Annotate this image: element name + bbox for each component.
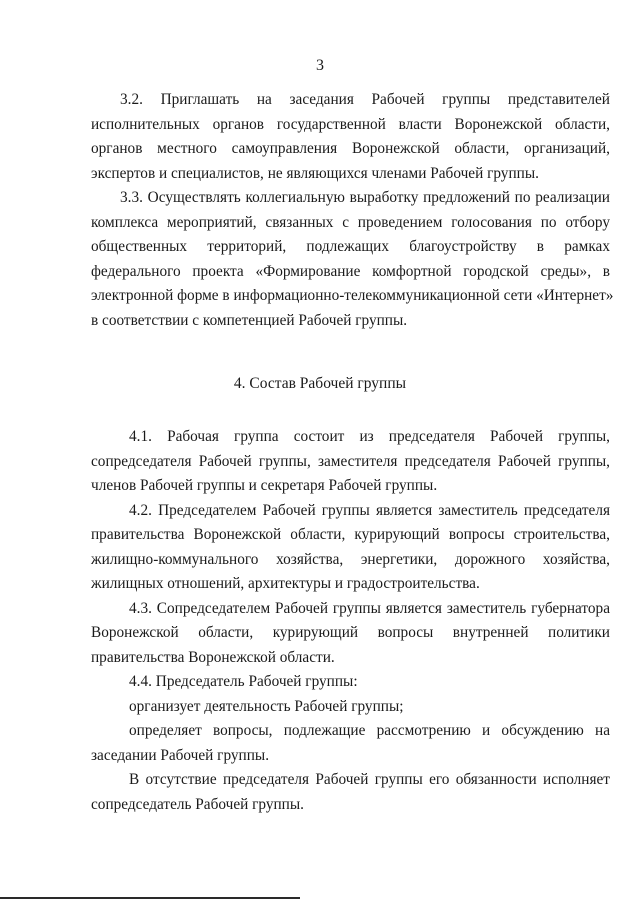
paragraph-4-3-line-2: Воронежской области, курирующий вопросы внутренней политики xyxy=(91,624,610,641)
paragraph-3-2-line-4: экспертов и специалистов, не являющихся членами Рабочей группы. xyxy=(91,164,539,182)
paragraph-4-1-line-1: 4.1. Рабочая группа состоит из председателя Рабочей группы, xyxy=(129,428,610,445)
paragraph-3-3-line-6: в соответствии с компетенцией Рабочей группы. xyxy=(91,311,408,329)
paragraph-4-3-line-3: правительства Воронежской области. xyxy=(91,648,335,666)
paragraph-3-3-line-5: электронной форме в информационно-телекоммуникационной сети «Интернет» xyxy=(91,287,614,304)
paragraph-4-4-line-1: 4.4. Председатель Рабочей группы: xyxy=(129,673,358,690)
paragraph-4-5-line-1: В отсутствие председателя Рабочей группы его обязанности исполняет xyxy=(129,771,610,788)
paragraph-3-3-line-4: федерального проекта «Формирование комфортной городской среды», в xyxy=(91,262,610,280)
paragraph-3-3-line-3: общественных территорий, подлежащих благоустройству в рамках xyxy=(91,238,610,255)
paragraph-4-3-line-1: 4.3. Сопредседателем Рабочей группы является заместитель губернатора xyxy=(129,599,610,617)
paragraph-3-3-line-1: 3.3. Осуществлять коллегиальную выработку предложений по реализации xyxy=(120,189,610,206)
paragraph-4-1-line-2: сопредседателя Рабочей группы, заместителя председателя Рабочей группы, xyxy=(91,452,610,470)
paragraph-3-3-line-2: комплекса мероприятий, связанных с проведением голосования по отбору xyxy=(91,213,610,231)
section-3-text xyxy=(91,88,614,333)
paragraph-4-2-line-4: жилищных отношений, архитектуры и градостроительства. xyxy=(91,575,480,592)
paragraph-4-2-line-3: жилищно-коммунального хозяйства, энергетики, дорожного хозяйства, xyxy=(91,550,610,568)
paragraph-4-4-line-2: организует деятельность Рабочей группы; xyxy=(129,697,404,715)
paragraph-3-2-line-1: 3.2. Приглашать на заседания Рабочей группы представителей xyxy=(120,91,610,108)
paragraph-4-4-line-4: заседании Рабочей группы. xyxy=(91,746,270,764)
paragraph-3-2-line-2: исполнительных органов государственной власти Воронежской области, xyxy=(91,115,610,133)
footer-divider xyxy=(0,897,300,899)
page-number: 3 xyxy=(316,57,324,74)
paragraph-4-5-line-2: сопредседатель Рабочей группы. xyxy=(91,795,304,813)
paragraph-3-2-line-3: органов местного самоуправления Воронежской области, организаций, xyxy=(91,140,610,157)
paragraph-4-4-line-3: определяет вопросы, подлежащие рассмотрению и обсуждению на xyxy=(129,722,610,739)
section-4-text xyxy=(91,425,610,817)
paragraph-4-2-line-1: 4.2. Председателем Рабочей группы является заместитель председателя xyxy=(129,501,610,519)
section-4-heading: 4. Состав Рабочей группы xyxy=(233,375,407,392)
paragraph-4-2-line-2: правительства Воронежской области, курирующий вопросы строительства, xyxy=(91,526,610,543)
paragraph-4-1-line-3: членов Рабочей группы и секретаря Рабочей группы. xyxy=(91,477,438,494)
